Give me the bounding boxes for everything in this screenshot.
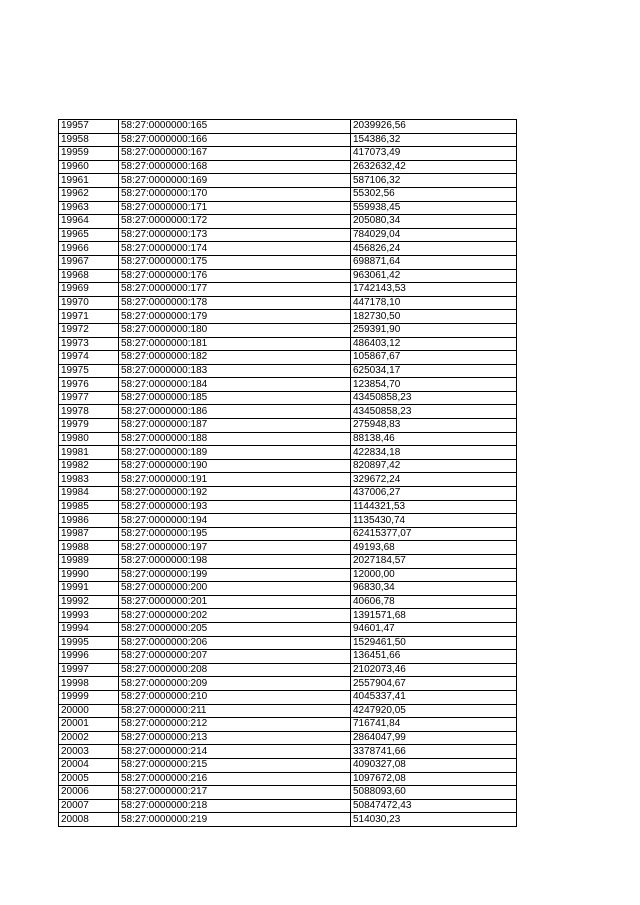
row-number-cell: 19980 bbox=[59, 432, 119, 446]
cadastral-number-cell: 58:27:0000000:169 bbox=[119, 174, 351, 188]
cadastral-number-cell: 58:27:0000000:215 bbox=[119, 758, 351, 772]
cadastral-number-cell: 58:27:0000000:206 bbox=[119, 636, 351, 650]
value-cell: 12000,00 bbox=[351, 568, 517, 582]
row-number-cell: 19984 bbox=[59, 487, 119, 501]
row-number-cell: 19990 bbox=[59, 568, 119, 582]
cadastral-number-cell: 58:27:0000000:212 bbox=[119, 718, 351, 732]
table-row bbox=[59, 120, 517, 134]
table-row bbox=[59, 582, 517, 596]
table-row bbox=[59, 133, 517, 147]
value-cell: 154386,32 bbox=[351, 133, 517, 147]
cadastral-number-cell: 58:27:0000000:191 bbox=[119, 473, 351, 487]
cadastral-number-cell: 58:27:0000000:187 bbox=[119, 419, 351, 433]
table-row bbox=[59, 487, 517, 501]
table-row bbox=[59, 405, 517, 419]
row-number-cell: 20001 bbox=[59, 718, 119, 732]
row-number-cell: 19962 bbox=[59, 187, 119, 201]
row-number-cell: 19994 bbox=[59, 622, 119, 636]
table-row bbox=[59, 269, 517, 283]
table-row bbox=[59, 568, 517, 582]
cadastral-number-cell: 58:27:0000000:217 bbox=[119, 786, 351, 800]
cadastral-number-cell: 58:27:0000000:170 bbox=[119, 187, 351, 201]
cadastral-number-cell: 58:27:0000000:183 bbox=[119, 364, 351, 378]
table-row bbox=[59, 391, 517, 405]
row-number-cell: 19976 bbox=[59, 378, 119, 392]
row-number-cell: 19969 bbox=[59, 283, 119, 297]
cadastral-number-cell: 58:27:0000000:166 bbox=[119, 133, 351, 147]
table-row bbox=[59, 310, 517, 324]
row-number-cell: 19993 bbox=[59, 609, 119, 623]
cadastral-number-cell: 58:27:0000000:167 bbox=[119, 147, 351, 161]
table-row bbox=[59, 446, 517, 460]
table-row bbox=[59, 718, 517, 732]
value-cell: 456826,24 bbox=[351, 242, 517, 256]
value-cell: 514030,23 bbox=[351, 813, 517, 827]
cadastral-number-cell: 58:27:0000000:165 bbox=[119, 120, 351, 134]
table-row bbox=[59, 622, 517, 636]
value-cell: 182730,50 bbox=[351, 310, 517, 324]
row-number-cell: 19966 bbox=[59, 242, 119, 256]
row-number-cell: 20005 bbox=[59, 772, 119, 786]
row-number-cell: 19992 bbox=[59, 595, 119, 609]
row-number-cell: 19983 bbox=[59, 473, 119, 487]
row-number-cell: 19961 bbox=[59, 174, 119, 188]
table-row bbox=[59, 500, 517, 514]
value-cell: 50847472,43 bbox=[351, 799, 517, 813]
row-number-cell: 19967 bbox=[59, 255, 119, 269]
table-row bbox=[59, 147, 517, 161]
row-number-cell: 19979 bbox=[59, 419, 119, 433]
value-cell: 698871,64 bbox=[351, 255, 517, 269]
cadastral-number-cell: 58:27:0000000:216 bbox=[119, 772, 351, 786]
cadastral-number-cell: 58:27:0000000:174 bbox=[119, 242, 351, 256]
value-cell: 43450858,23 bbox=[351, 391, 517, 405]
cadastral-number-cell: 58:27:0000000:179 bbox=[119, 310, 351, 324]
row-number-cell: 20008 bbox=[59, 813, 119, 827]
data-table bbox=[58, 119, 517, 827]
table-body bbox=[59, 120, 517, 827]
value-cell: 417073,49 bbox=[351, 147, 517, 161]
table-row bbox=[59, 527, 517, 541]
cadastral-number-cell: 58:27:0000000:176 bbox=[119, 269, 351, 283]
table-row bbox=[59, 364, 517, 378]
table-row bbox=[59, 215, 517, 229]
row-number-cell: 19971 bbox=[59, 310, 119, 324]
cadastral-number-cell: 58:27:0000000:202 bbox=[119, 609, 351, 623]
value-cell: 136451,66 bbox=[351, 650, 517, 664]
cadastral-number-cell: 58:27:0000000:178 bbox=[119, 296, 351, 310]
cadastral-number-cell: 58:27:0000000:197 bbox=[119, 541, 351, 555]
table-row bbox=[59, 745, 517, 759]
row-number-cell: 20007 bbox=[59, 799, 119, 813]
table-row bbox=[59, 419, 517, 433]
table-row bbox=[59, 459, 517, 473]
cadastral-number-cell: 58:27:0000000:213 bbox=[119, 731, 351, 745]
cadastral-number-cell: 58:27:0000000:185 bbox=[119, 391, 351, 405]
value-cell: 2039926,56 bbox=[351, 120, 517, 134]
row-number-cell: 19960 bbox=[59, 160, 119, 174]
row-number-cell: 20003 bbox=[59, 745, 119, 759]
table-row bbox=[59, 174, 517, 188]
value-cell: 1135430,74 bbox=[351, 514, 517, 528]
value-cell: 2864047,99 bbox=[351, 731, 517, 745]
row-number-cell: 19977 bbox=[59, 391, 119, 405]
value-cell: 55302,56 bbox=[351, 187, 517, 201]
cadastral-number-cell: 58:27:0000000:205 bbox=[119, 622, 351, 636]
table-row bbox=[59, 786, 517, 800]
cadastral-number-cell: 58:27:0000000:214 bbox=[119, 745, 351, 759]
cadastral-number-cell: 58:27:0000000:175 bbox=[119, 255, 351, 269]
row-number-cell: 19985 bbox=[59, 500, 119, 514]
cadastral-number-cell: 58:27:0000000:198 bbox=[119, 555, 351, 569]
table-row bbox=[59, 772, 517, 786]
row-number-cell: 19959 bbox=[59, 147, 119, 161]
table-row bbox=[59, 296, 517, 310]
value-cell: 4045337,41 bbox=[351, 690, 517, 704]
row-number-cell: 19989 bbox=[59, 555, 119, 569]
row-number-cell: 19995 bbox=[59, 636, 119, 650]
row-number-cell: 19975 bbox=[59, 364, 119, 378]
cadastral-number-cell: 58:27:0000000:219 bbox=[119, 813, 351, 827]
table-row bbox=[59, 636, 517, 650]
cadastral-number-cell: 58:27:0000000:182 bbox=[119, 351, 351, 365]
row-number-cell: 19999 bbox=[59, 690, 119, 704]
value-cell: 329672,24 bbox=[351, 473, 517, 487]
table-row bbox=[59, 514, 517, 528]
row-number-cell: 19970 bbox=[59, 296, 119, 310]
table-row bbox=[59, 228, 517, 242]
value-cell: 1144321,53 bbox=[351, 500, 517, 514]
row-number-cell: 20006 bbox=[59, 786, 119, 800]
row-number-cell: 19991 bbox=[59, 582, 119, 596]
row-number-cell: 19958 bbox=[59, 133, 119, 147]
cadastral-number-cell: 58:27:0000000:173 bbox=[119, 228, 351, 242]
cadastral-number-cell: 58:27:0000000:190 bbox=[119, 459, 351, 473]
cadastral-number-cell: 58:27:0000000:207 bbox=[119, 650, 351, 664]
row-number-cell: 20004 bbox=[59, 758, 119, 772]
cadastral-number-cell: 58:27:0000000:172 bbox=[119, 215, 351, 229]
cadastral-number-cell: 58:27:0000000:199 bbox=[119, 568, 351, 582]
row-number-cell: 19988 bbox=[59, 541, 119, 555]
value-cell: 275948,83 bbox=[351, 419, 517, 433]
value-cell: 1529461,50 bbox=[351, 636, 517, 650]
row-number-cell: 19965 bbox=[59, 228, 119, 242]
cadastral-number-cell: 58:27:0000000:189 bbox=[119, 446, 351, 460]
row-number-cell: 19987 bbox=[59, 527, 119, 541]
value-cell: 437006,27 bbox=[351, 487, 517, 501]
value-cell: 2632632,42 bbox=[351, 160, 517, 174]
table-row bbox=[59, 187, 517, 201]
table-row bbox=[59, 799, 517, 813]
table-row bbox=[59, 595, 517, 609]
cadastral-number-cell: 58:27:0000000:209 bbox=[119, 677, 351, 691]
row-number-cell: 19974 bbox=[59, 351, 119, 365]
value-cell: 62415377,07 bbox=[351, 527, 517, 541]
table-row bbox=[59, 704, 517, 718]
table-row bbox=[59, 473, 517, 487]
value-cell: 4247920,05 bbox=[351, 704, 517, 718]
value-cell: 3378741,66 bbox=[351, 745, 517, 759]
cadastral-number-cell: 58:27:0000000:188 bbox=[119, 432, 351, 446]
value-cell: 587106,32 bbox=[351, 174, 517, 188]
cadastral-number-cell: 58:27:0000000:210 bbox=[119, 690, 351, 704]
value-cell: 105867,67 bbox=[351, 351, 517, 365]
row-number-cell: 19973 bbox=[59, 337, 119, 351]
value-cell: 963061,42 bbox=[351, 269, 517, 283]
value-cell: 4090327,08 bbox=[351, 758, 517, 772]
table-row bbox=[59, 323, 517, 337]
value-cell: 5088093,60 bbox=[351, 786, 517, 800]
row-number-cell: 19963 bbox=[59, 201, 119, 215]
value-cell: 96830,34 bbox=[351, 582, 517, 596]
table-row bbox=[59, 351, 517, 365]
row-number-cell: 20002 bbox=[59, 731, 119, 745]
row-number-cell: 19957 bbox=[59, 120, 119, 134]
value-cell: 486403,12 bbox=[351, 337, 517, 351]
value-cell: 2557904,67 bbox=[351, 677, 517, 691]
value-cell: 447178,10 bbox=[351, 296, 517, 310]
table-row bbox=[59, 201, 517, 215]
table-row bbox=[59, 378, 517, 392]
row-number-cell: 19996 bbox=[59, 650, 119, 664]
table-row bbox=[59, 160, 517, 174]
row-number-cell: 19998 bbox=[59, 677, 119, 691]
value-cell: 625034,17 bbox=[351, 364, 517, 378]
cadastral-number-cell: 58:27:0000000:218 bbox=[119, 799, 351, 813]
row-number-cell: 19968 bbox=[59, 269, 119, 283]
value-cell: 205080,34 bbox=[351, 215, 517, 229]
table-row bbox=[59, 677, 517, 691]
table-row bbox=[59, 255, 517, 269]
cadastral-number-cell: 58:27:0000000:180 bbox=[119, 323, 351, 337]
row-number-cell: 19972 bbox=[59, 323, 119, 337]
table-row bbox=[59, 555, 517, 569]
value-cell: 1742143,53 bbox=[351, 283, 517, 297]
value-cell: 43450858,23 bbox=[351, 405, 517, 419]
cadastral-number-cell: 58:27:0000000:184 bbox=[119, 378, 351, 392]
value-cell: 1391571,68 bbox=[351, 609, 517, 623]
cadastral-number-cell: 58:27:0000000:201 bbox=[119, 595, 351, 609]
table-row bbox=[59, 337, 517, 351]
value-cell: 259391,90 bbox=[351, 323, 517, 337]
table-row bbox=[59, 609, 517, 623]
value-cell: 49193,68 bbox=[351, 541, 517, 555]
table-row bbox=[59, 541, 517, 555]
cadastral-number-cell: 58:27:0000000:195 bbox=[119, 527, 351, 541]
table-row bbox=[59, 242, 517, 256]
cadastral-number-cell: 58:27:0000000:208 bbox=[119, 663, 351, 677]
cadastral-number-cell: 58:27:0000000:211 bbox=[119, 704, 351, 718]
value-cell: 716741,84 bbox=[351, 718, 517, 732]
row-number-cell: 19978 bbox=[59, 405, 119, 419]
cadastral-number-cell: 58:27:0000000:168 bbox=[119, 160, 351, 174]
value-cell: 559938,45 bbox=[351, 201, 517, 215]
value-cell: 88138,46 bbox=[351, 432, 517, 446]
value-cell: 123854,70 bbox=[351, 378, 517, 392]
value-cell: 820897,42 bbox=[351, 459, 517, 473]
table-row bbox=[59, 758, 517, 772]
row-number-cell: 20000 bbox=[59, 704, 119, 718]
cadastral-number-cell: 58:27:0000000:192 bbox=[119, 487, 351, 501]
table-row bbox=[59, 650, 517, 664]
table-row bbox=[59, 432, 517, 446]
cadastral-number-cell: 58:27:0000000:194 bbox=[119, 514, 351, 528]
value-cell: 1097672,08 bbox=[351, 772, 517, 786]
cadastral-number-cell: 58:27:0000000:186 bbox=[119, 405, 351, 419]
cadastral-number-cell: 58:27:0000000:177 bbox=[119, 283, 351, 297]
row-number-cell: 19981 bbox=[59, 446, 119, 460]
value-cell: 784029,04 bbox=[351, 228, 517, 242]
table-row bbox=[59, 663, 517, 677]
value-cell: 422834,18 bbox=[351, 446, 517, 460]
table-row bbox=[59, 283, 517, 297]
row-number-cell: 19986 bbox=[59, 514, 119, 528]
value-cell: 2027184,57 bbox=[351, 555, 517, 569]
table-row bbox=[59, 731, 517, 745]
table-row bbox=[59, 813, 517, 827]
value-cell: 2102073,46 bbox=[351, 663, 517, 677]
cadastral-number-cell: 58:27:0000000:193 bbox=[119, 500, 351, 514]
cadastral-number-cell: 58:27:0000000:171 bbox=[119, 201, 351, 215]
table-row bbox=[59, 690, 517, 704]
cadastral-number-cell: 58:27:0000000:200 bbox=[119, 582, 351, 596]
row-number-cell: 19982 bbox=[59, 459, 119, 473]
row-number-cell: 19964 bbox=[59, 215, 119, 229]
value-cell: 94601,47 bbox=[351, 622, 517, 636]
row-number-cell: 19997 bbox=[59, 663, 119, 677]
value-cell: 40606,78 bbox=[351, 595, 517, 609]
cadastral-number-cell: 58:27:0000000:181 bbox=[119, 337, 351, 351]
